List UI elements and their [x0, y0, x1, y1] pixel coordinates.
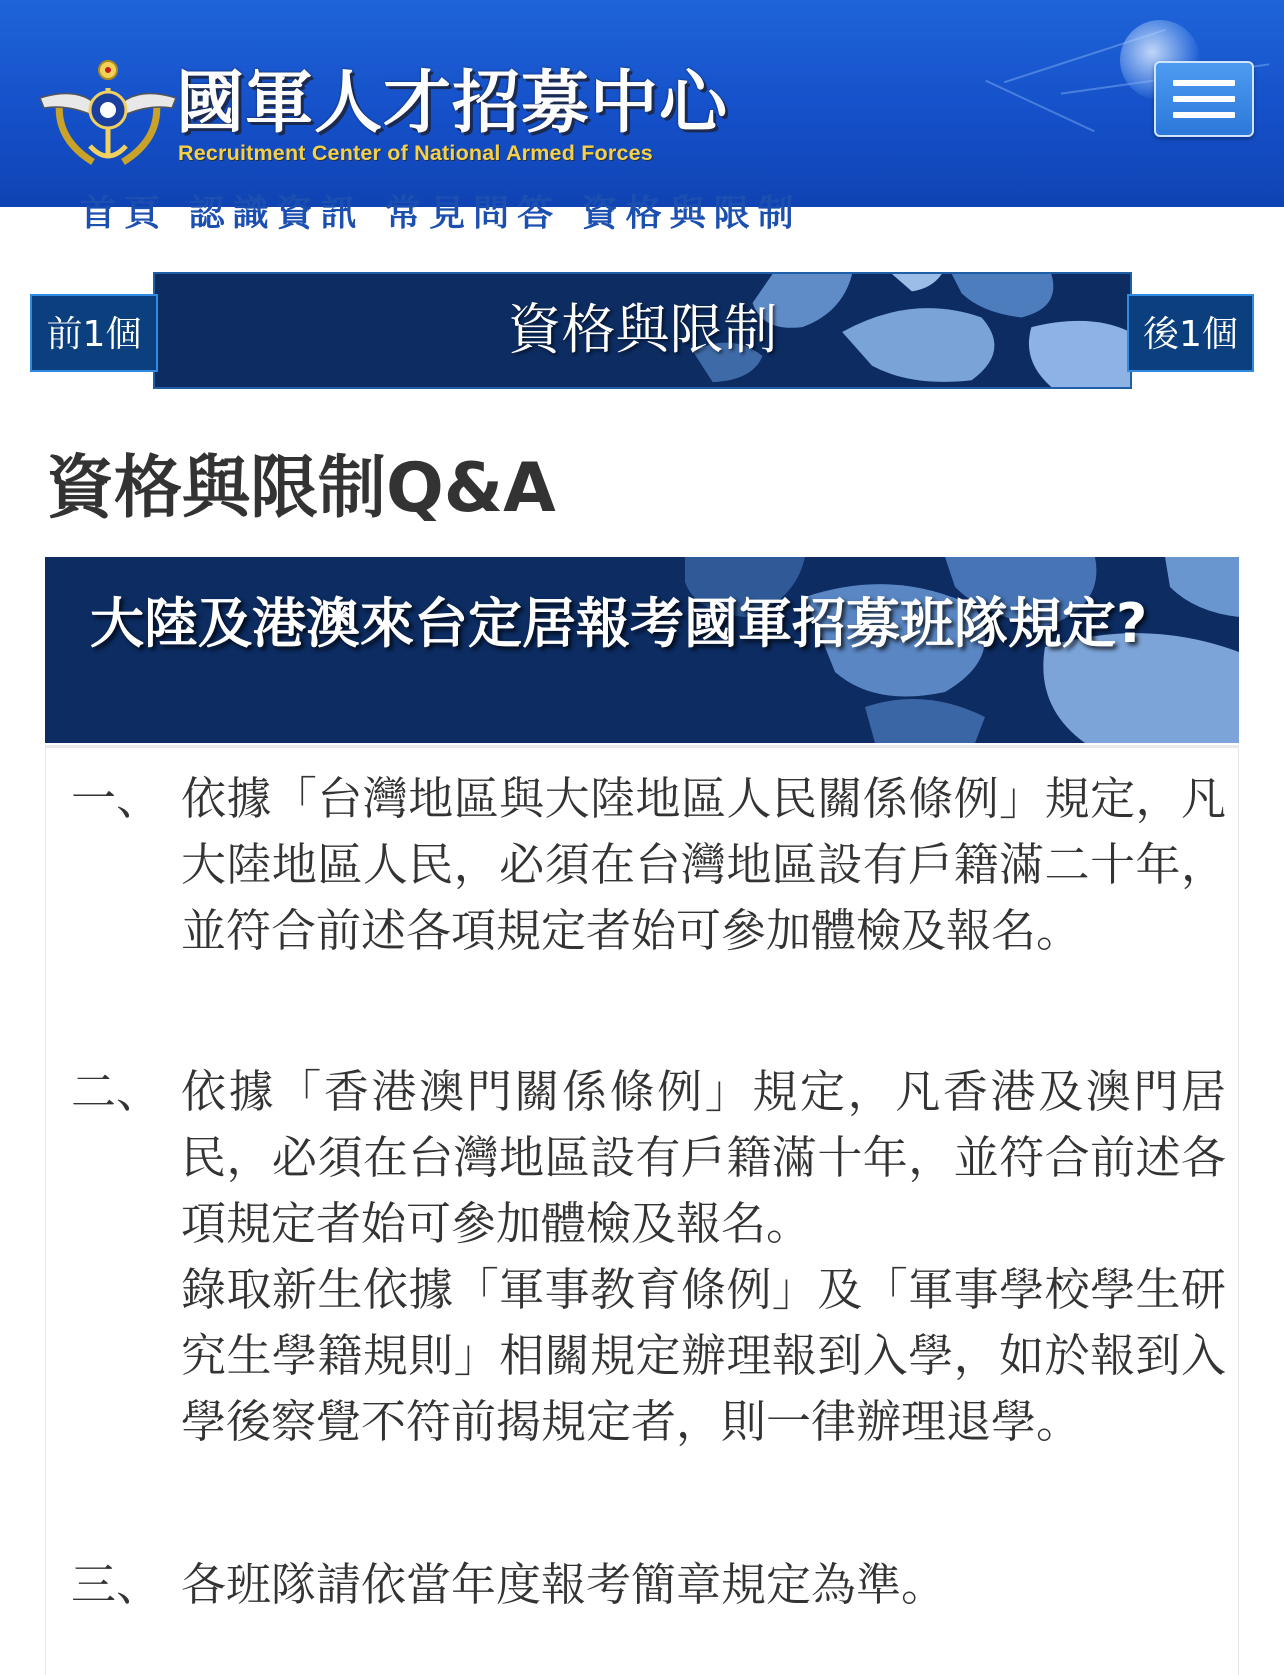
section-title-banner [153, 272, 1132, 389]
qa-question-text: 大陸及港澳來台定居報考國軍招募班隊規定? [90, 592, 1148, 655]
site-title[interactable]: 國軍人才招募中心 [176, 64, 729, 143]
list-item-body [181, 766, 1226, 964]
answer-paragraph: 各班隊請依當年度報考簡章規定為準。 [181, 1558, 947, 1611]
site-subtitle: Recruitment Center of National Armed Forces [178, 141, 653, 165]
hamburger-menu-icon [1173, 80, 1235, 86]
list-item-body [181, 1059, 1226, 1455]
breadcrumb [0, 193, 1284, 234]
answer-paragraph: 依據「台灣地區與大陸地區人民關係條例」規定，凡大陸地區人民，必須在台灣地區設有戶籍滿二十年，並符合前述各項規定者始可參加體檢及報名。 [181, 772, 1226, 957]
hamburger-menu-button[interactable] [1154, 61, 1254, 137]
qa-question-banner[interactable] [45, 557, 1239, 743]
qa-answer-panel [45, 745, 1239, 1675]
page-title: 資格與限制Q&A [46, 449, 556, 528]
breadcrumb-text[interactable]: 首頁 認識資訊 常見問答 資格與限制 [80, 193, 802, 234]
answer-paragraph: 錄取新生依據「軍事教育條例」及「軍事學校學生研究生學籍規則」相關規定辦理報到入學，如於報到入學後察覺不符前揭規定者，則一律辦理退學。 [181, 1263, 1226, 1448]
answer-paragraph: 依據「香港澳門關係條例」規定，凡香港及澳門居民，必須在台灣地區設有戶籍滿十年，並符合前述各項規定者始可參加體檢及報名。 [181, 1065, 1226, 1250]
list-item-number: 三、 [71, 1558, 162, 1611]
list-item-body [181, 1552, 1226, 1618]
list-item-number: 二、 [71, 1065, 162, 1118]
next-button[interactable]: 後1個 [1127, 294, 1254, 372]
header-decoration [985, 80, 1095, 133]
site-header [0, 0, 1284, 207]
armed-forces-emblem-icon[interactable] [38, 58, 178, 170]
list-item-number: 一、 [71, 772, 162, 825]
hamburger-menu-icon [1173, 112, 1235, 118]
hamburger-menu-icon [1173, 96, 1235, 102]
previous-button[interactable]: 前1個 [30, 294, 158, 372]
section-title: 資格與限制 [507, 298, 778, 361]
